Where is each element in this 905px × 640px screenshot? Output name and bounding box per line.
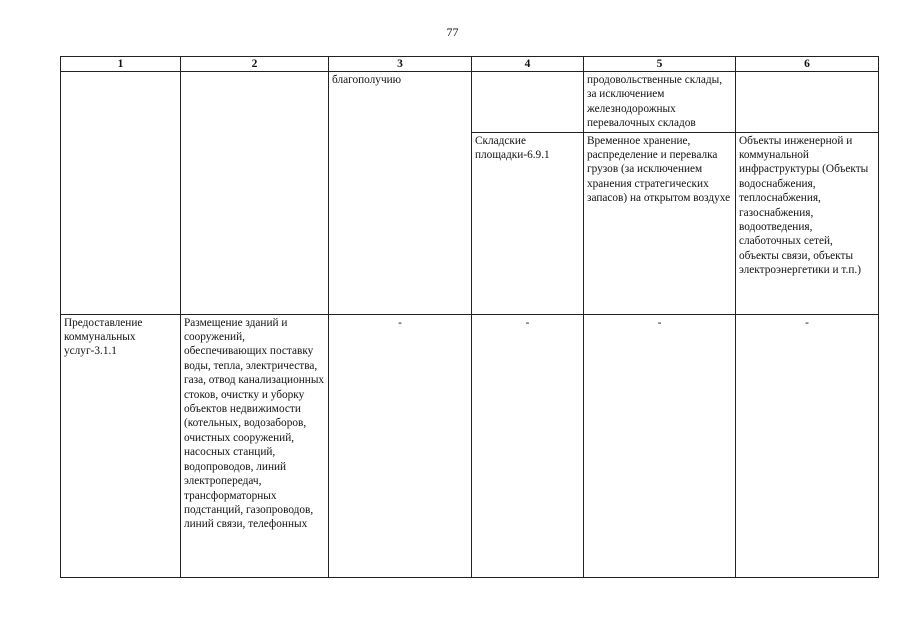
row1-col6-cell [736,72,879,133]
row1-col2-cell [181,72,329,315]
row2-col4-cell: Складские площадки-6.9.1 [472,132,584,314]
row3-col2-cell: Размещение зданий и сооружений, обеспечивающих поставку воды, тепла, электричества, газа, отвод канализационных стоков, очистку и уборку объектов недвижимости (котельных, водозаборов, очистных сооружений, насосных станций, водопроводов, линий электропередач, трансформаторных подстанций, газопроводов, линий связи, телефонных [181,314,329,577]
header-col-2: 2 [181,57,329,72]
row1-col5-cell: продовольственные склады, за исключением железнодорожных перевалочных складов [584,72,736,133]
header-col-3: 3 [329,57,472,72]
row3-col5-cell: - [584,314,736,577]
table-header-row [61,57,879,72]
land-use-table [60,56,879,578]
row2-col5-cell: Временное хранение, распределение и перевалка грузов (за исключением хранения стратегических запасов) на открытом воздухе [584,132,736,314]
page-number: 77 [446,25,459,39]
header-col-1: 1 [61,57,181,72]
table-row [61,72,879,133]
header-col-5: 5 [584,57,736,72]
row3-col1-cell: Предоставление коммунальных услуг-3.1.1 [61,314,181,577]
table-row [61,314,879,577]
row1-col4-cell [472,72,584,133]
row3-col3-cell: - [329,314,472,577]
row1-col1-cell [61,72,181,315]
row3-col4-cell: - [472,314,584,577]
row2-col6-cell: Объекты инженерной и коммунальной инфраструктуры (Объекты водоснабжения, теплоснабжения, газоснабжения, водоотведения, слаботочных сетей, объекты связи, объекты электроэнергетики и т.п.) [736,132,879,314]
header-col-6: 6 [736,57,879,72]
header-col-4: 4 [472,57,584,72]
row1-col3-cell: благополучию [329,72,472,315]
row3-col6-cell: - [736,314,879,577]
